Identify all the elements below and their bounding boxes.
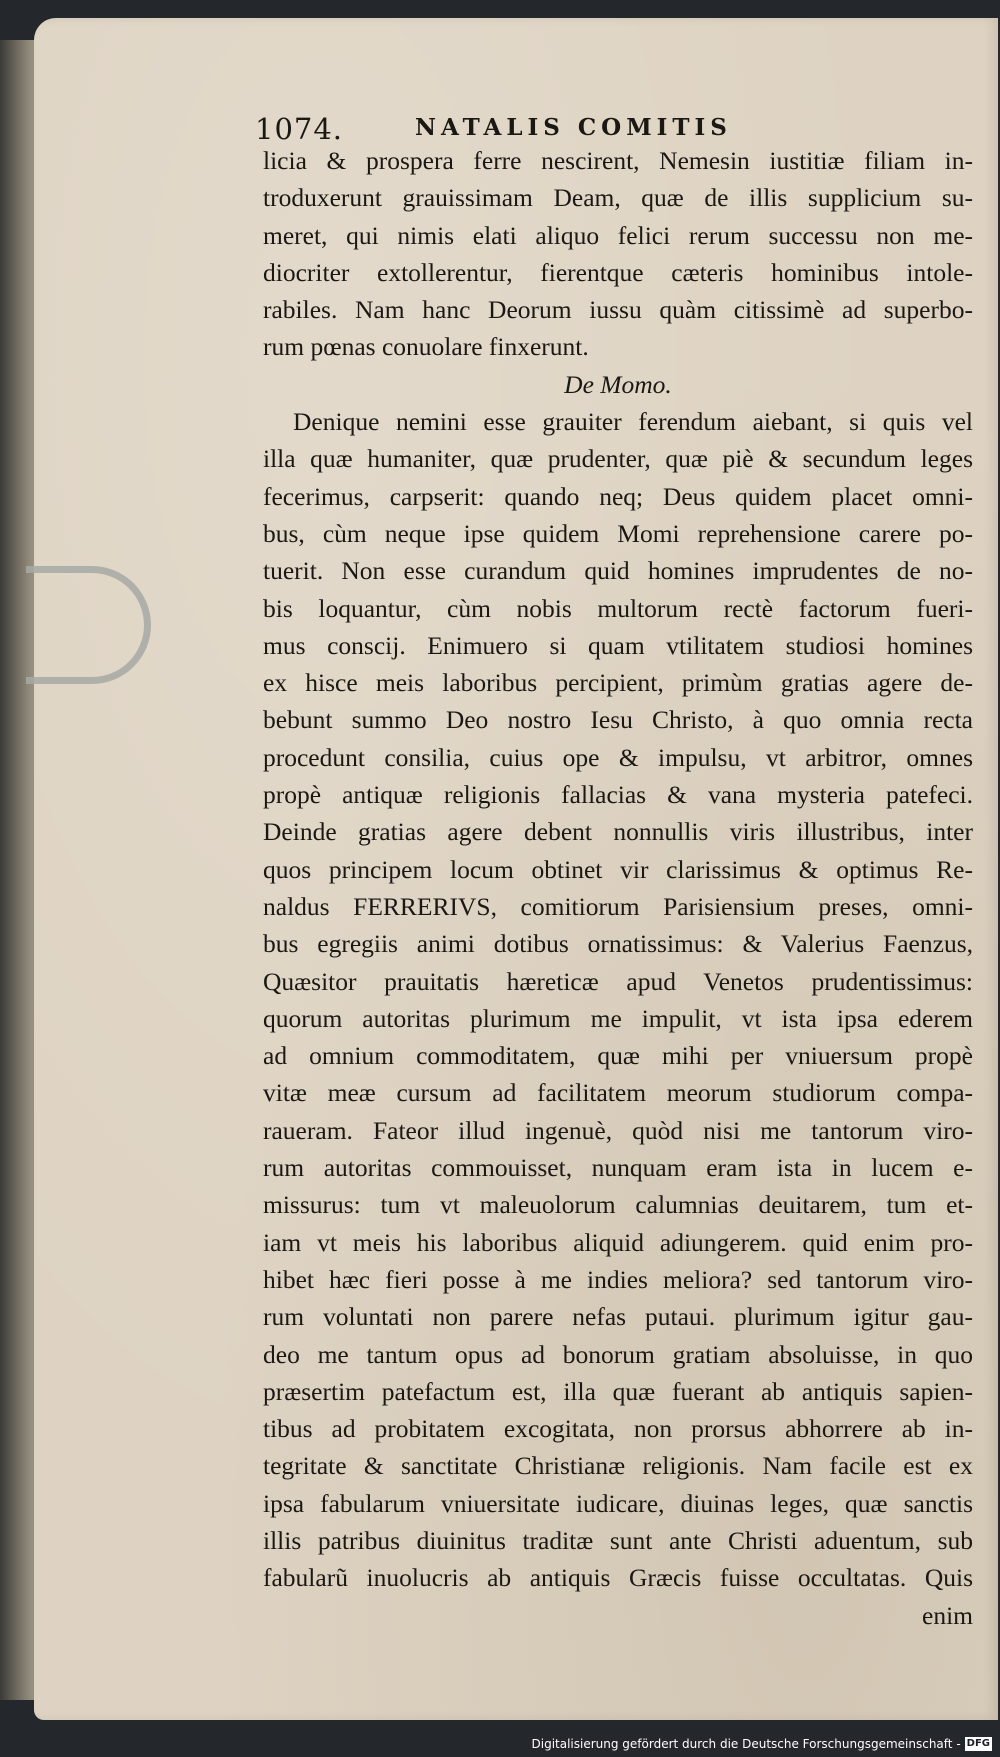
text-line: tuerit. Non esse curandum quid homines imprudentes de no- <box>263 556 973 586</box>
text-line: propè antiquæ religionis fallacias & vana mysteria patefeci. <box>263 780 973 810</box>
text-line: ad omnium commoditatem, quæ mihi per vniuersum propè <box>263 1041 973 1071</box>
text-line: bus egregiis animi dotibus ornatissimus: & Valerius Faenzus, <box>263 929 973 959</box>
text-line: quorum autoritas plurimum me impulit, vt ista ipsa ederem <box>263 1003 973 1033</box>
page-clip <box>26 566 151 684</box>
text-line: fabularũ inuolucris ab antiquis Græcis fuisse occultatas. Quis <box>263 1563 973 1593</box>
text-line: illa quæ humaniter, quæ prudenter, quæ piè & secundum leges <box>263 444 973 474</box>
text-line: tibus ad probitatem excogitata, non prorsus abhorrere ab in- <box>263 1414 973 1444</box>
text-line: præsertim patefactum est, illa quæ fuerant ab antiquis sapien- <box>263 1376 973 1406</box>
text-line: meret, qui nimis elati aliquo felici rerum successu non me- <box>263 220 973 250</box>
body-text <box>263 142 973 1634</box>
text-line: procedunt consilia, cuius ope & impulsu, vt arbitror, omnes <box>263 742 973 772</box>
text-line: rum autoritas commouisset, nunquam eram ista in lucem e- <box>263 1153 973 1183</box>
credit-text: Digitalisierung gefördert durch die Deutsche Forschungsgemeinschaft - <box>531 1737 961 1751</box>
page-number: 1074. <box>255 112 344 146</box>
text-line: iam vt meis his laboribus aliquid adiungerem. quid enim pro- <box>263 1227 973 1257</box>
text-line: rum pœnas conuolare finxerunt. <box>263 332 589 362</box>
text-line: missurus: tum vt maleuolorum calumnias deuitarem, tum et- <box>263 1190 973 1220</box>
text-line: raueram. Fateor illud ingenuè, quòd nisi me tantorum viro- <box>263 1115 973 1145</box>
digitization-credit <box>532 1737 993 1751</box>
text-line: Deinde gratias agere debent nonnullis viris illustribus, inter <box>263 817 973 847</box>
dfg-logo: DFG <box>966 1738 990 1749</box>
text-line: Denique nemini esse grauiter ferendum aiebant, si quis vel <box>293 407 973 437</box>
text-line: illis patribus diuinitus traditæ sunt ante Christi aduentum, sub <box>263 1525 973 1555</box>
text-line: hibet hæc fieri posse à me indies meliora? sed tantorum viro- <box>263 1264 973 1294</box>
text-line: rabiles. Nam hanc Deorum iussu quàm citissimè ad superbo- <box>263 295 973 325</box>
text-line: deo me tantum opus ad bonorum gratiam absoluisse, in quo <box>263 1339 973 1369</box>
catchword: enim <box>922 1600 973 1630</box>
text-line: bebunt summo Deo nostro Iesu Christo, à quo omnia recta <box>263 705 973 735</box>
text-line: rum voluntati non parere nefas putaui. plurimum igitur gau- <box>263 1302 973 1332</box>
text-line: diocriter extollerentur, fierentque cæteris hominibus intole- <box>263 257 973 287</box>
text-line: quos principem locum obtinet vir clarissimus & optimus Re- <box>263 854 973 884</box>
text-line: tegritate & sanctitate Christianæ religionis. Nam facile est ex <box>263 1451 973 1481</box>
text-line: licia & prospera ferre nescirent, Nemesin iustitiæ filiam in- <box>263 146 973 175</box>
text-line: naldus FERRERIVS, comitiorum Parisiensium preses, omni- <box>263 891 973 921</box>
text-line: ex hisce meis laboribus percipient, primùm gratias agere de- <box>263 668 973 698</box>
text-line: Quæsitor prauitatis hæreticæ apud Venetos prudentissimus: <box>263 966 973 996</box>
text-line: troduxerunt grauissimam Deam, quæ de illis supplicium su- <box>263 183 973 213</box>
text-line: mus conscij. Enimuero si quam vtilitatem studiosi homines <box>263 630 973 660</box>
text-line: fecerimus, carpserit: quando neq; Deus quidem placet omni- <box>263 481 973 511</box>
text-line: ipsa fabularum vniuersitate iudicare, diuinas leges, quæ sanctis <box>263 1488 973 1518</box>
section-heading: De Momo. <box>564 369 672 399</box>
text-line: vitæ meæ cursum ad facilitatem meorum studiorum compa- <box>263 1078 973 1108</box>
running-head: NATALIS COMITIS <box>415 114 732 141</box>
text-line: bis loquantur, cùm nobis multorum rectè factorum fueri- <box>263 593 973 623</box>
text-line: bus, cùm neque ipse quidem Momi reprehensione carere po- <box>263 518 973 548</box>
